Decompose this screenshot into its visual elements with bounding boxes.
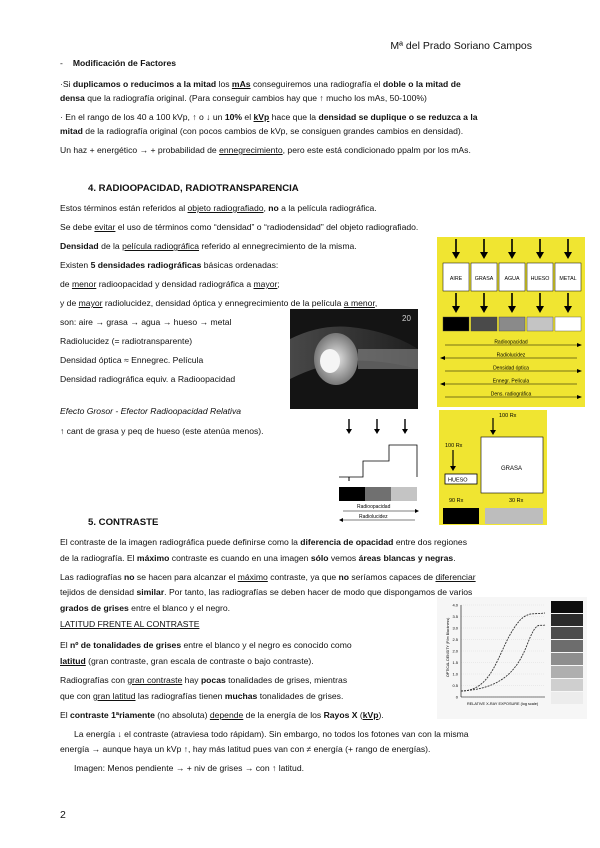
graph-step xyxy=(551,679,583,691)
xray-image xyxy=(290,309,418,409)
d2-arrowhead-left xyxy=(450,466,456,471)
s5-line5: grados de grises entre el blanco y el negro. xyxy=(60,603,231,613)
d1-arrowhead-bottom xyxy=(564,306,572,313)
characteristic-curve-svg xyxy=(437,597,587,719)
graph-ytick: 3.0 xyxy=(452,625,458,631)
graph-ytick: 1.5 xyxy=(452,660,458,665)
characteristic-curve xyxy=(437,597,587,719)
factors-bullet: - Modificación de Factores xyxy=(60,58,177,68)
d1-arrowhead-bottom xyxy=(536,306,544,313)
d3-label1: Radioopacidad xyxy=(357,504,391,510)
page-number: 2 xyxy=(60,809,66,821)
s4-line1: Estos términos están referidos al objeto radiografiado, no a la película radiográfica. xyxy=(60,203,377,213)
graph-step xyxy=(551,627,583,639)
d3-label2: Radiolucidez xyxy=(359,514,388,520)
factors-p3: Un haz + energético → + probabilidad de ennegrecimiento, pero este está condicionado ppalm por los mAs. xyxy=(60,145,471,155)
s5-line11: El contraste 1ªriamente (no absoluta) depende de la energía de los Rayos X (kVp). xyxy=(60,710,384,720)
author-name: Mª del Prado Soriano Campos xyxy=(390,40,532,52)
xray-label: 20 xyxy=(402,314,411,323)
s5-line12: La energía ↓ el contraste (atraviesa todo rápidam). Sin embargo, no todos los fotones van con la misma xyxy=(74,729,469,739)
s4-line10: Densidad radiográfica equiv. a Radioopacidad xyxy=(60,374,236,384)
d1-shade xyxy=(555,317,581,331)
graph-ylabel: OPTICAL DENSITY (Film Blackness) xyxy=(446,617,450,677)
d1-arrowhead-bottom xyxy=(508,306,516,313)
s4-line4: Existen 5 densidades radiográficas básicas ordenadas: xyxy=(60,260,279,270)
d2-left-label: 100 Rx xyxy=(445,443,463,449)
d2-fat-box xyxy=(481,437,543,493)
s4-line6: y de mayor radiolucidez, densidad óptica y ennegrecimiento de la película a menor, xyxy=(60,298,378,308)
s4-line11: Efecto Grosor - Efector Radioopacidad Relativa xyxy=(60,406,242,416)
d1-arrowhead-top xyxy=(536,252,544,259)
d2-bone-label: HUESO xyxy=(448,477,468,484)
graph-ytick: 0 xyxy=(455,694,458,700)
d2-arrowhead-top xyxy=(490,430,496,435)
graph-ytick: 2.5 xyxy=(452,637,458,642)
graph-step xyxy=(551,601,583,613)
s5-line7: El nº de tonalidades de grises entre el blanco y el negro es conocido como xyxy=(60,640,352,650)
graph-step xyxy=(551,614,583,626)
factors-p2-line2: mitad de la radiografía original (con pocos cambios de kVp, se consiguen grandes cambios en densidad). xyxy=(60,126,464,136)
s5-line14: Imagen: Menos pendiente → + niv de grises → con ↑ latitud. xyxy=(74,763,305,773)
d1-row-arrow-right xyxy=(577,343,582,347)
section5-title: 5. CONTRASTE xyxy=(88,517,159,528)
s5-line10: que con gran latitud las radiografías tienen muchas tonalidades de grises. xyxy=(60,691,344,701)
d2-gray-block xyxy=(485,508,543,524)
s5-line2: de la radiografía. El máximo contraste es cuando en una imagen sólo vemos áreas blancas y negras. xyxy=(60,553,456,563)
section4-title: 4. RADIOOPACIDAD, RADIOTRANSPARENCIA xyxy=(88,183,299,194)
density-diagram xyxy=(437,237,585,407)
s5-line13: energía → aunque haya un kVp ↑, hay más latitud pues van con ≠ energía (+ rango de energías). xyxy=(60,744,431,754)
graph-step xyxy=(551,692,583,704)
d1-material-label: HUESO xyxy=(530,276,550,282)
graph-step xyxy=(551,666,583,678)
d1-row-arrow-right xyxy=(577,369,582,373)
d1-arrowhead-bottom xyxy=(480,306,488,313)
graph-ytick: 2.0 xyxy=(452,648,458,654)
d1-arrowhead-bottom xyxy=(452,306,460,313)
graph-step xyxy=(551,653,583,665)
s4-line9: Densidad óptica ≈ Ennegrec. Película xyxy=(60,355,204,365)
d1-material-label: AIRE xyxy=(449,276,463,282)
d1-row-label: Densidad óptica xyxy=(493,365,529,372)
d1-row-arrow-left xyxy=(440,382,445,386)
graph-step xyxy=(551,640,583,652)
d1-row-label: Dens. radiográfica xyxy=(490,391,532,398)
d2-bottom-left: 90 Rx xyxy=(449,498,464,504)
d1-arrowhead-top xyxy=(480,252,488,259)
d2-bottom-right: 30 Rx xyxy=(509,498,524,504)
s4-line2: Se debe evitar el uso de términos como “densidad” o “radiodensidad” del objeto radiografiado. xyxy=(60,222,419,232)
s4-line8: Radiolucidez (= radiotransparente) xyxy=(60,336,193,346)
s5-line3: Las radiografías no se hacen para alcanzar el máximo contraste, ya que no seríamos capaces de diferenciar xyxy=(60,572,476,582)
d2-fat-label: GRASA xyxy=(501,466,523,472)
s4-line12: ↑ cant de grasa y peq de hueso (este atenúa menos). xyxy=(60,426,264,436)
d1-shade xyxy=(527,317,553,331)
d1-shade xyxy=(471,317,497,331)
density-diagram-svg xyxy=(437,237,585,407)
factors-title: Modificación de Factores xyxy=(72,58,177,68)
d1-row-arrow-right xyxy=(577,395,582,399)
s5-line1: El contraste de la imagen radiográfica puede definirse como la diferencia de opacidad entre dos regiones xyxy=(60,537,468,547)
d1-row-label: Radiolucidez xyxy=(496,352,526,359)
d1-material-label: METAL xyxy=(559,276,577,282)
s5-line8: latitud (gran contraste, gran escala de contraste o bajo contraste). xyxy=(60,656,314,666)
d1-material-label: GRASA xyxy=(474,276,494,282)
d2-dark-block xyxy=(443,508,479,524)
graph-ytick: 4.0 xyxy=(452,602,458,608)
graph-xlabel: RELATIVE X-RAY EXPOSURE (log scale) xyxy=(467,702,539,706)
d1-row-label: Ennegr. Película xyxy=(492,378,530,385)
factors-p1-line1: ·Si duplicamos o reducimos a la mitad los mAs conseguiremos una radiografía el doble o la mitad de xyxy=(60,79,461,89)
graph-ytick: 1.0 xyxy=(452,671,458,677)
d1-arrowhead-top xyxy=(564,252,572,259)
s4-line7: son: aire → grasa → agua → hueso → metal xyxy=(60,317,232,327)
s5-line9: Radiografías con gran contraste hay pocas tonalidades de grises, mientras xyxy=(60,675,348,685)
graph-ytick: 0.5 xyxy=(452,683,458,688)
d2-top-label: 100 Rx xyxy=(499,413,517,419)
d1-row-arrow-left xyxy=(440,356,445,360)
d1-shade xyxy=(443,317,469,331)
step-diagram xyxy=(337,417,423,522)
s4-line5: de menor radioopacidad y densidad radiográfica a mayor; xyxy=(60,279,280,289)
d1-arrowhead-top xyxy=(452,252,460,259)
factors-p2-line1: · En el rango de los 40 a 100 kVp, ↑ o ↓ un 10% el kVp hace que la densidad se duplique o se reduzca a la xyxy=(60,112,478,122)
s5-line6: LATITUD FRENTE AL CONTRASTE xyxy=(60,619,200,629)
d1-row-label: Radioopacidad xyxy=(494,339,528,346)
s4-line3: Densidad de la película radiográfica referido al ennegrecimiento de la misma. xyxy=(60,241,357,251)
thickness-diagram xyxy=(439,410,547,525)
d1-material-label: AGUA xyxy=(504,276,520,282)
d1-shade xyxy=(499,317,525,331)
factors-p1-line2: densa que la radiografía original. (Para conseguir cambios hay que ↑ mucho los mAs, 50-100%) xyxy=(60,93,427,103)
graph-ytick: 3.5 xyxy=(452,614,458,619)
d1-arrowhead-top xyxy=(508,252,516,259)
s5-line4: tejidos de densidad similar. Por tanto, las radiografías se deben hacer de modo que dispongamos de varios xyxy=(60,587,473,597)
